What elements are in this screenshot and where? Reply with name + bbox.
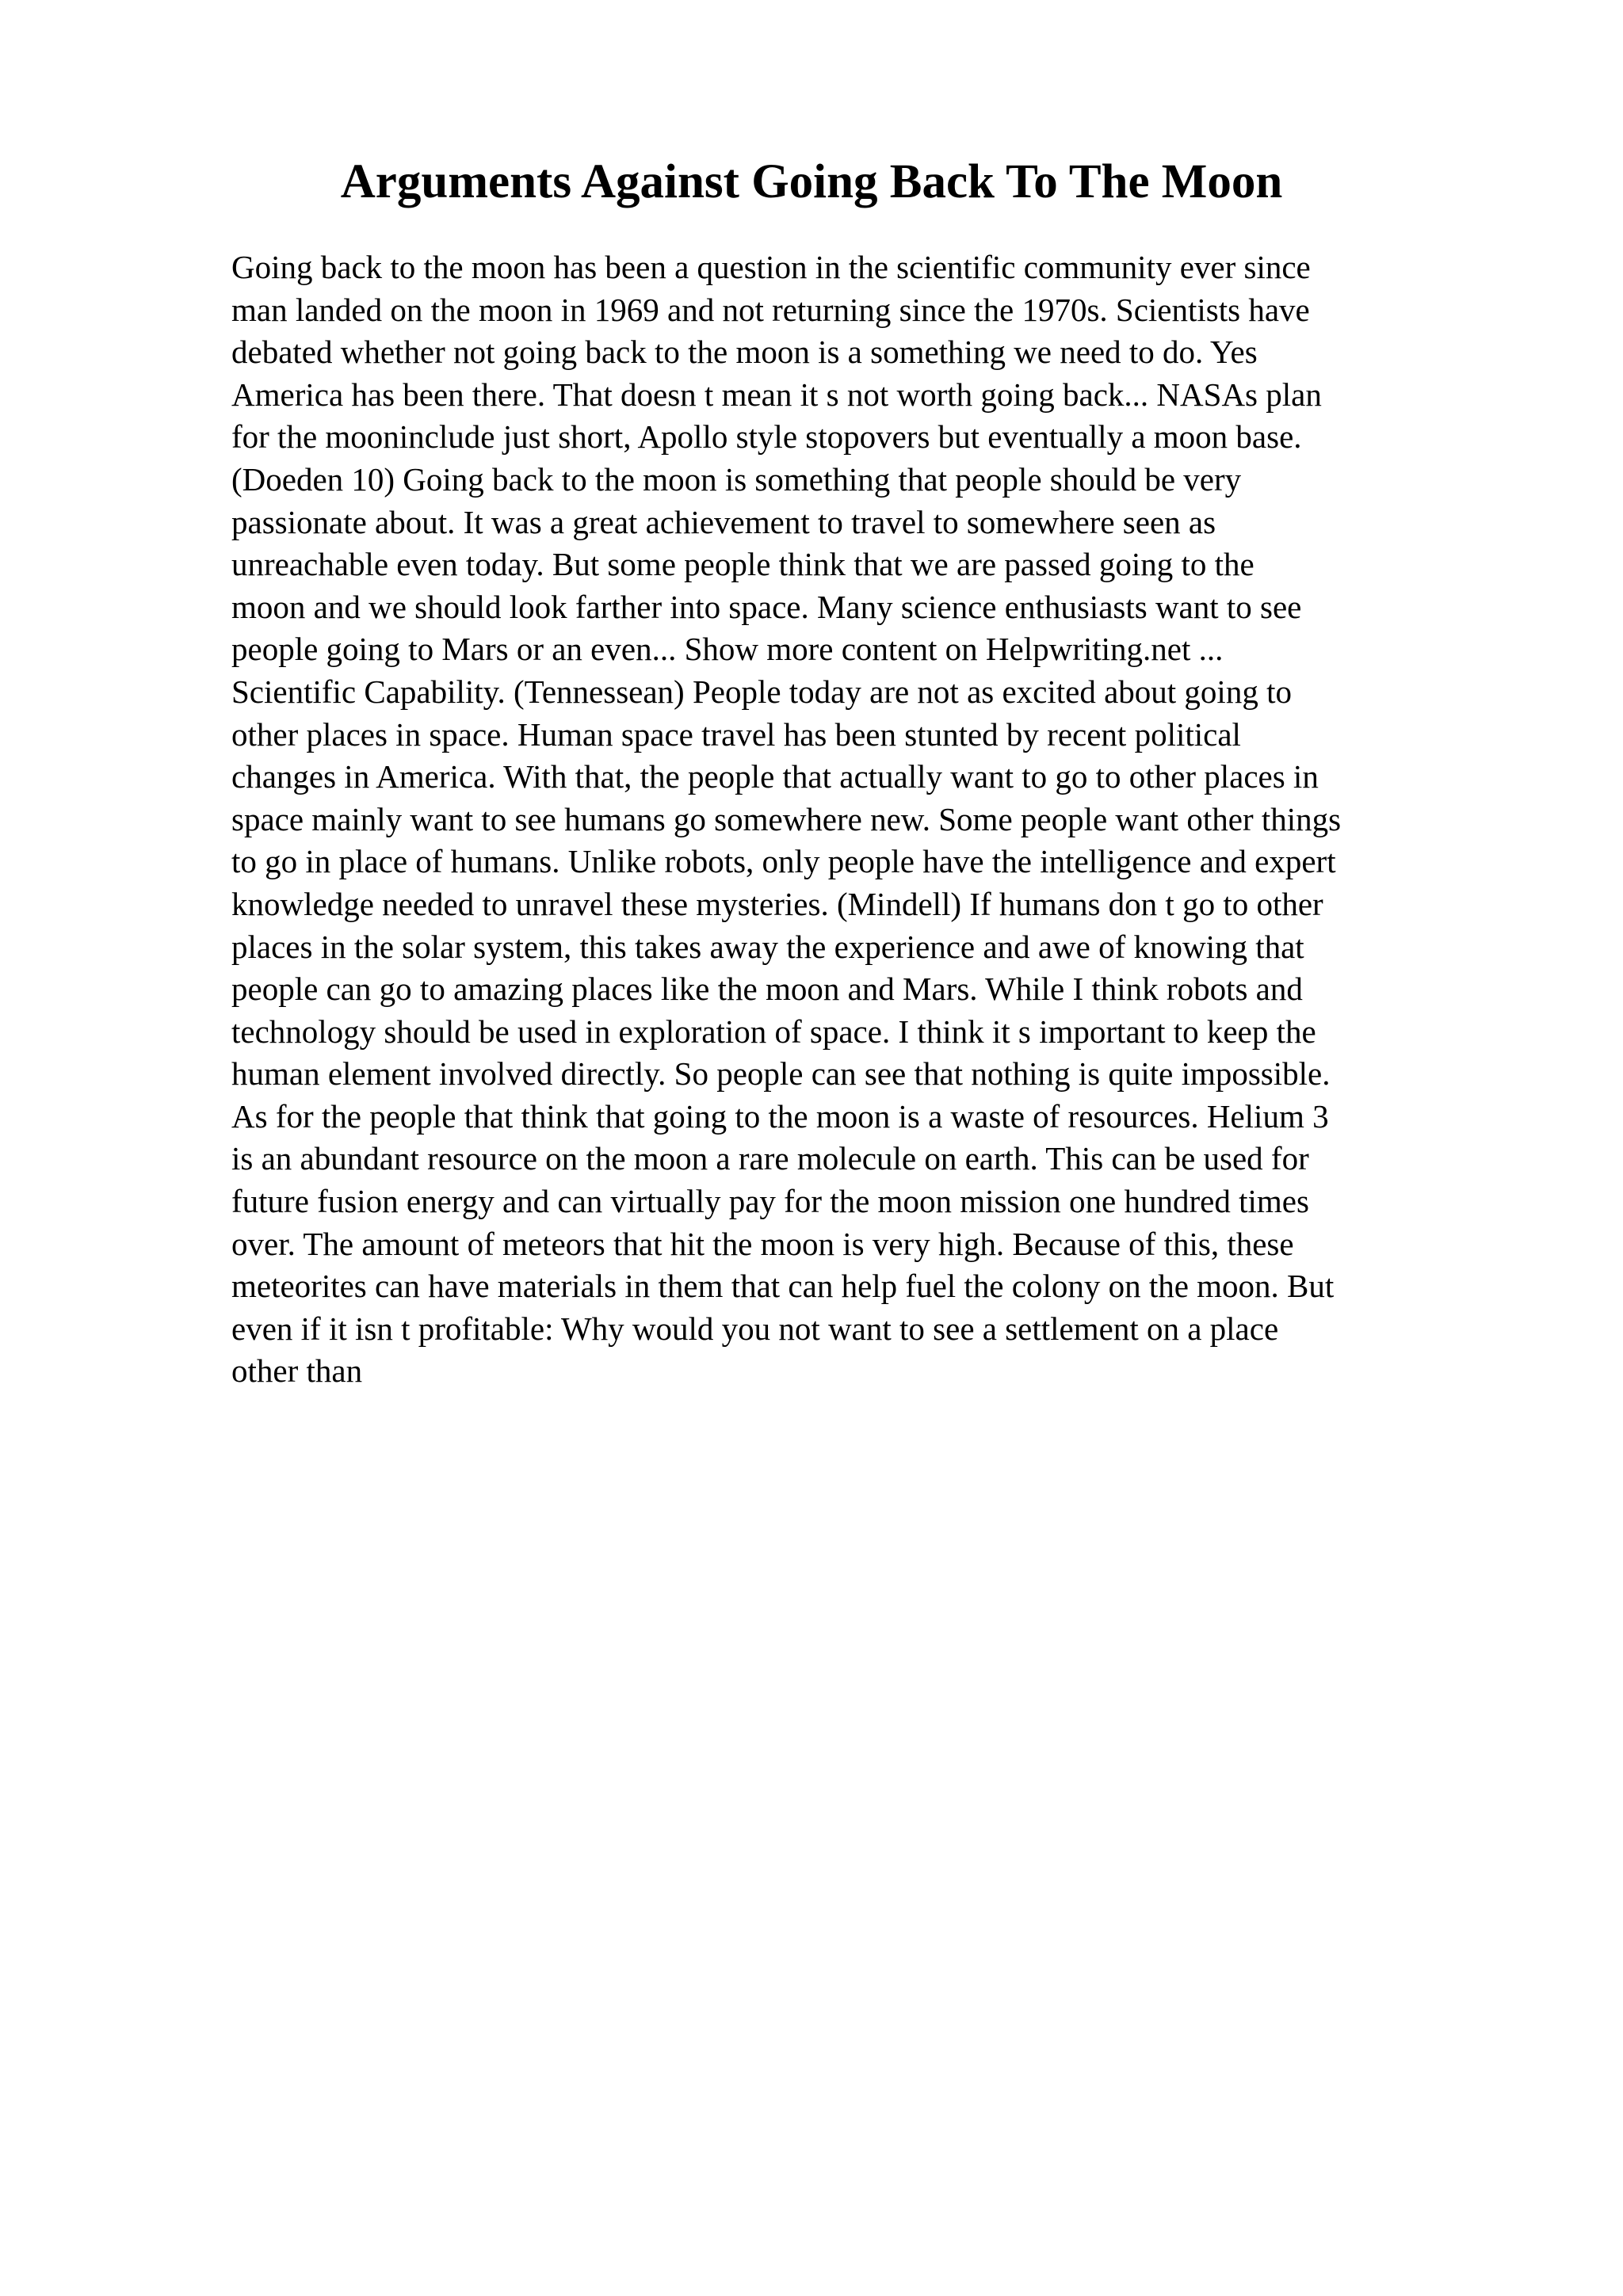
body-line: over. The amount of meteors that hit the moon is very high. Because of this, these xyxy=(231,1225,1294,1262)
body-line: space mainly want to see humans go somewhere new. Some people want other things xyxy=(231,800,1342,837)
body-line: debated whether not going back to the moon is a something we need to do. Yes xyxy=(231,334,1258,371)
body-line: people going to Mars or an even... Show more content on Helpwriting.net ... xyxy=(231,631,1224,668)
body-line: even if it isn t profitable: Why would you not want to see a settlement on a place xyxy=(231,1310,1279,1347)
body-line: man landed on the moon in 1969 and not returning since the 1970s. Scientists have xyxy=(231,291,1310,328)
body-line: America has been there. That doesn t mean it s not worth going back... NASAs plan xyxy=(231,376,1322,413)
body-line: places in the solar system, this takes away the experience and awe of knowing that xyxy=(231,928,1304,965)
body-line: Going back to the moon has been a question in the scientific community ever since xyxy=(231,249,1311,285)
body-line: knowledge needed to unravel these mysteries. (Mindell) If humans don t go to other xyxy=(231,885,1323,922)
body-line: moon and we should look farther into space. Many science enthusiasts want to see xyxy=(231,588,1302,625)
body-line: technology should be used in exploration of space. I think it s important to keep the xyxy=(231,1013,1316,1050)
document-body xyxy=(231,246,1515,1393)
body-line: changes in America. With that, the people that actually want to go to other places in xyxy=(231,758,1319,795)
body-line: to go in place of humans. Unlike robots, only people have the intelligence and expert xyxy=(231,843,1336,880)
body-line: passionate about. It was a great achievement to travel to somewhere seen as xyxy=(231,503,1216,540)
document-title: Arguments Against Going Back To The Moon xyxy=(340,155,1283,208)
body-line: unreachable even today. But some people think that we are passed going to the xyxy=(231,546,1254,583)
body-line: meteorites can have materials in them that can help fuel the colony on the moon. But xyxy=(231,1268,1335,1305)
body-line: Scientific Capability. (Tennessean) People today are not as excited about going to xyxy=(231,673,1292,710)
body-line: for the mooninclude just short, Apollo style stopovers but eventually a moon base. xyxy=(231,418,1302,456)
body-line: human element involved directly. So people can see that nothing is quite impossible. xyxy=(231,1055,1331,1093)
body-line: people can go to amazing places like the moon and Mars. While I think robots and xyxy=(231,971,1303,1008)
body-line: is an abundant resource on the moon a rare molecule on earth. This can be used for xyxy=(231,1140,1309,1177)
body-line: As for the people that think that going to the moon is a waste of resources. Helium 3 xyxy=(231,1097,1329,1135)
body-line: other places in space. Human space travel has been stunted by recent political xyxy=(231,715,1241,753)
body-line: other than xyxy=(231,1352,363,1390)
body-line: (Doeden 10) Going back to the moon is something that people should be very xyxy=(231,460,1242,498)
body-line: future fusion energy and can virtually pay for the moon mission one hundred times xyxy=(231,1183,1309,1220)
